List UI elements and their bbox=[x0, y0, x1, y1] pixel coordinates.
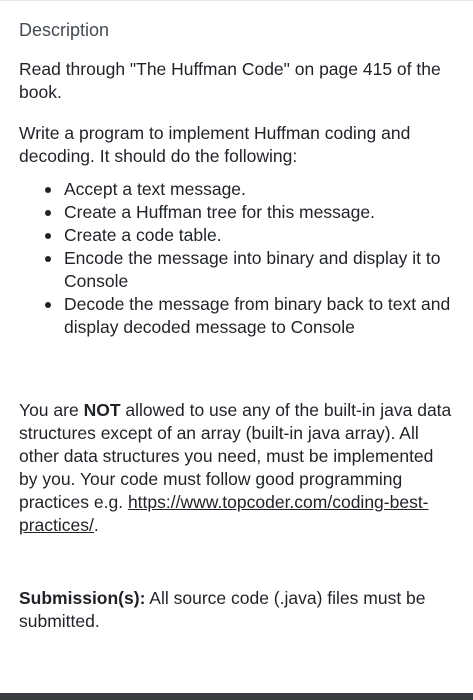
top-divider bbox=[0, 0, 473, 1]
requirements-list bbox=[19, 178, 455, 339]
restrictions-text-start: You are bbox=[19, 400, 84, 420]
best-practices-link[interactable]: https://www.topcoder.com/coding-best-practices/ bbox=[19, 492, 429, 535]
description-panel bbox=[19, 18, 455, 633]
submission-paragraph bbox=[19, 587, 455, 633]
list-item: Create a Huffman tree for this message. bbox=[64, 201, 455, 224]
bottom-bar bbox=[0, 693, 473, 700]
submission-label: Submission(s): bbox=[19, 588, 146, 608]
restrictions-text-middle: allowed to use any of the built-in java data structures except of an array (built-in java array). All other data structures you need, must be implemented by you. Your code must follow good programming practices e.g. bbox=[19, 400, 452, 512]
task-paragraph: Write a program to implement Huffman coding and decoding. It should do the following: bbox=[19, 123, 411, 166]
section-title: Description bbox=[19, 20, 110, 40]
list-item: Accept a text message. bbox=[64, 178, 455, 201]
restrictions-paragraph bbox=[19, 399, 455, 537]
list-item: Create a code table. bbox=[64, 224, 455, 247]
restrictions-emphasis: NOT bbox=[83, 400, 121, 420]
submission-text: All source code (.java) files must be submitted. bbox=[19, 588, 426, 631]
list-item: Decode the message from binary back to text and display decoded message to Console bbox=[64, 293, 455, 339]
restrictions-text-end: . bbox=[93, 515, 99, 535]
list-item: Encode the message into binary and display it to Console bbox=[64, 247, 455, 293]
intro-paragraph: Read through "The Huffman Code" on page 415 of the book. bbox=[19, 59, 441, 102]
